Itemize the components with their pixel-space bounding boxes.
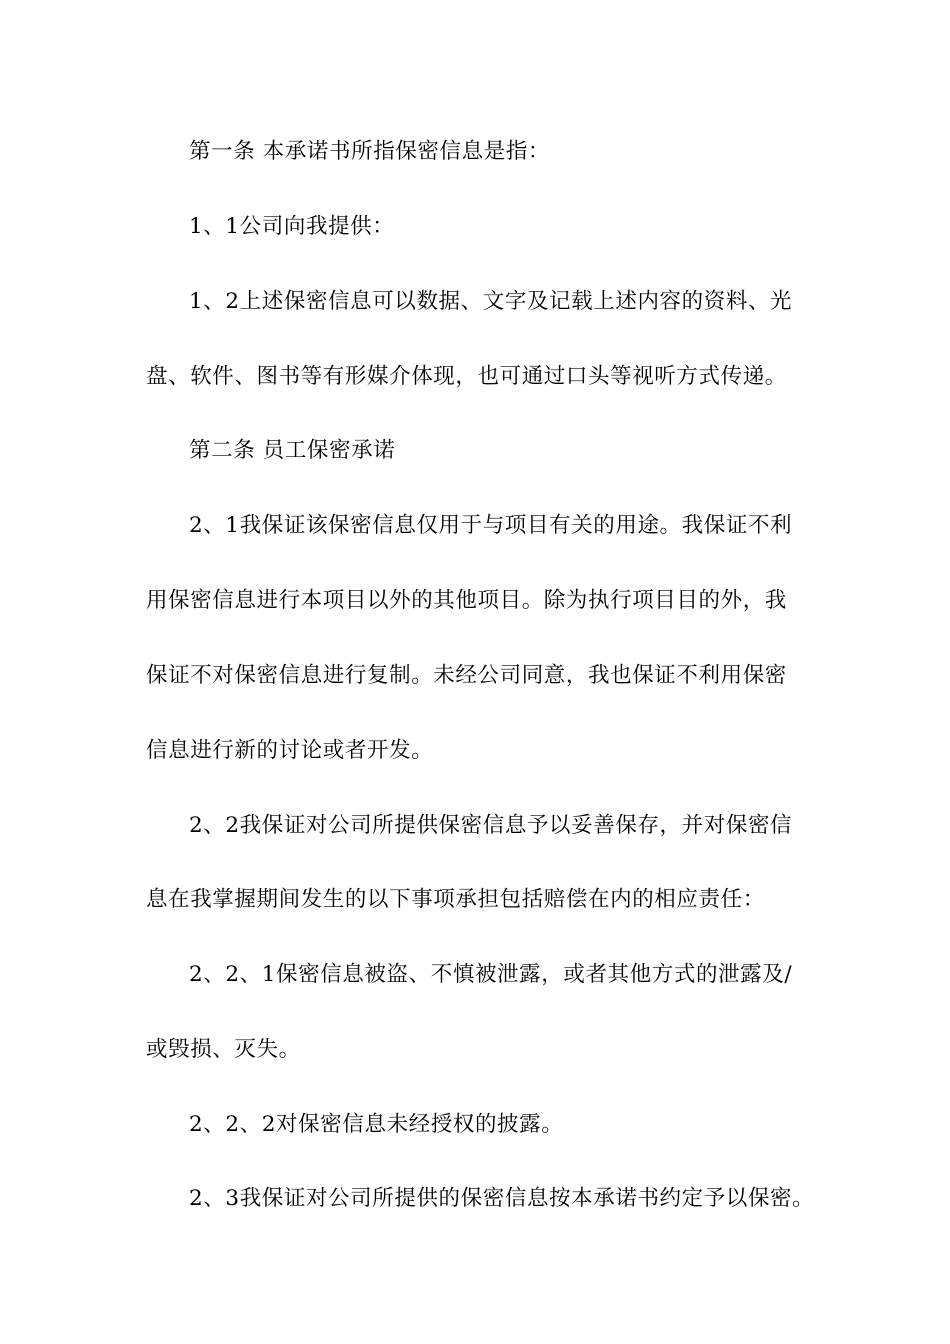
clause-2-2-1-line-1: 2、2、1保密信息被盗、不慎被泄露，或者其他方式的泄露及/	[189, 962, 793, 987]
clause-1-1: 1、1公司向我提供：	[189, 214, 395, 239]
clause-2-2-2: 2、2、2对保密信息未经授权的披露。	[189, 1112, 564, 1137]
clause-2-1-line-3: 保证不对保密信息进行复制。未经公司同意，我也保证不利用保密	[146, 663, 787, 688]
clause-2-1-line-1: 2、1我保证该保密信息仅用于与项目有关的用途。我保证不利	[189, 513, 793, 538]
clause-1-2-line-1: 1、2上述保密信息可以数据、文字及记载上述内容的资料、光	[189, 289, 793, 314]
clause-2-2-1-line-2: 或毁损、灭失。	[146, 1037, 301, 1062]
article-2-heading: 第二条 员工保密承诺	[189, 438, 396, 463]
article-1-heading: 第一条 本承诺书所指保密信息是指：	[189, 139, 551, 164]
clause-2-1-line-4: 信息进行新的讨论或者开发。	[146, 738, 434, 763]
clause-2-2-line-2: 息在我掌握期间发生的以下事项承担包括赔偿在内的相应责任：	[146, 887, 765, 912]
clause-2-3: 2、3我保证对公司所提供的保密信息按本承诺书约定予以保密。	[189, 1186, 815, 1211]
clause-2-1-line-2: 用保密信息进行本项目以外的其他项目。除为执行项目目的外，我	[146, 588, 787, 613]
clause-2-2-line-1: 2、2我保证对公司所提供保密信息予以妥善保存，并对保密信	[189, 813, 793, 838]
clause-1-2-line-2: 盘、软件、图书等有形媒介体现，也可通过口头等视听方式传递。	[146, 364, 787, 389]
